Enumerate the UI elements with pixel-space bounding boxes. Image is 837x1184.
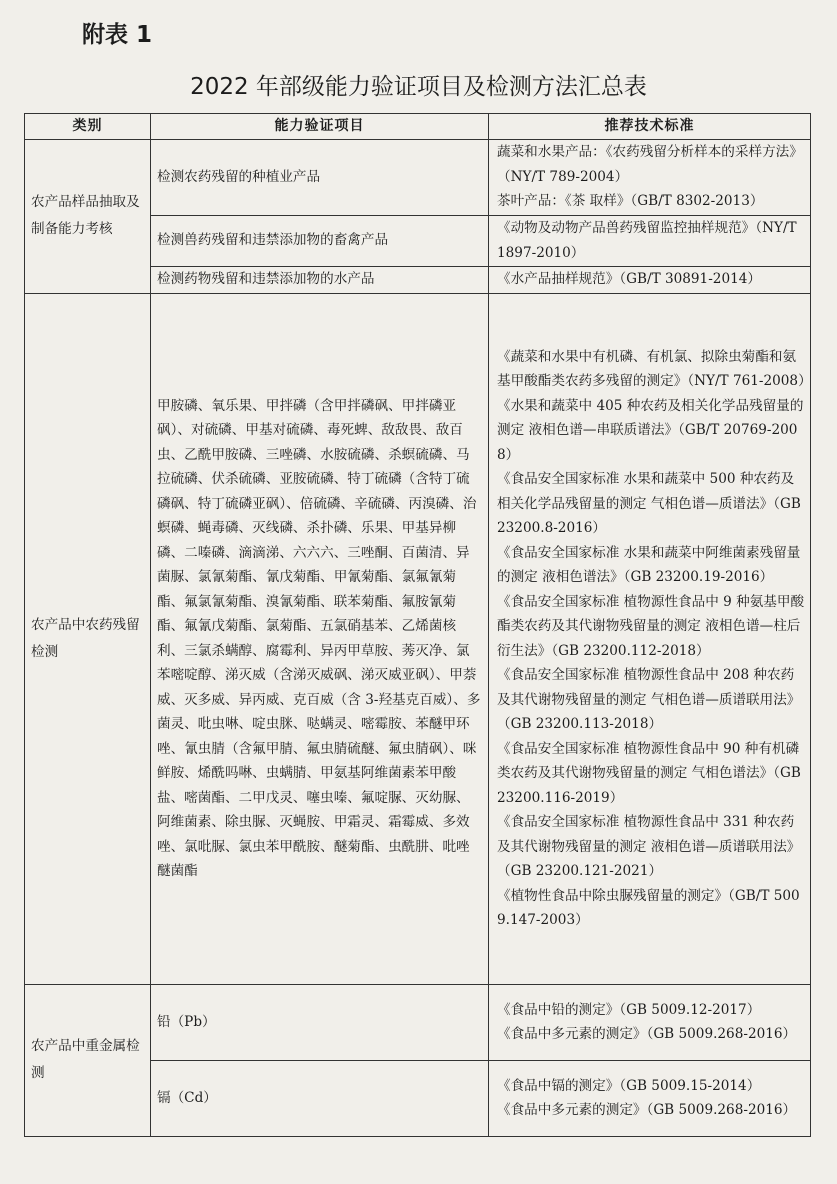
annex-label: 附表 1 bbox=[82, 22, 153, 48]
standard-cell bbox=[489, 266, 811, 293]
table-row bbox=[25, 293, 811, 984]
standard-cell bbox=[489, 984, 811, 1060]
standard-text: 《食品安全国家标准 水果和蔬菜中阿维菌素残留量的测定 液相色谱法》（GB 23200.19-2016） bbox=[497, 544, 801, 585]
summary-table bbox=[24, 113, 811, 1137]
standard-text: 《动物及动物产品兽药残留监控抽样规范》（NY/T 1897-2010） bbox=[497, 220, 797, 261]
standard-cell bbox=[489, 1060, 811, 1136]
standard-text: 《水果和蔬菜中 405 种农药及相关化学品残留量的测定 液相色谱—串联质谱法》（GB/T 20769-2008） bbox=[497, 397, 804, 463]
standard-text: 《食品安全国家标准 植物源性食品中 208 种农药及其代谢物残留量的测定 气相色谱—质谱联用法》（GB 23200.113-2018） bbox=[497, 667, 801, 732]
standard-text: 《植物性食品中除虫脲残留量的测定》（GB/T 5009.147-2003） bbox=[497, 887, 800, 928]
category-cell: 农产品样品抽取及制备能力考核 bbox=[25, 139, 151, 293]
standard-text: 《蔬菜和水果中有机磷、有机氯、拟除虫菊酯和氨基甲酸酯类农药多残留的测定》（NY/T 761-2008） bbox=[497, 348, 812, 389]
standard-text: 《食品中铅的测定》（GB 5009.12-2017） bbox=[497, 1001, 761, 1018]
standard-cell bbox=[489, 293, 811, 984]
standard-text: 蔬菜和水果产品：《农药残留分析样本的采样方法》（NY/T 789-2004） bbox=[497, 144, 803, 185]
standard-cell bbox=[489, 215, 811, 266]
standard-text: 《食品安全国家标准 植物源性食品中 331 种农药及其代谢物残留量的测定 液相色谱—质谱联用法》（GB 23200.121-2021） bbox=[497, 814, 801, 879]
item-cell: 检测药物残留和违禁添加物的水产品 bbox=[151, 266, 489, 293]
standard-text: 《食品安全国家标准 植物源性食品中 9 种氨基甲酸酯类农药及其代谢物残留量的测定 液相色谱—柱后衍生法》（GB 23200.112-2018） bbox=[497, 593, 805, 659]
item-cell: 铅（Pb） bbox=[151, 984, 489, 1060]
page-title: 2022 年部级能力验证项目及检测方法汇总表 bbox=[190, 74, 647, 100]
table-row bbox=[25, 984, 811, 1060]
standard-text: 《食品安全国家标准 水果和蔬菜中 500 种农药及相关化学品残留量的测定 气相色谱—质谱法》（GB 23200.8-2016） bbox=[497, 471, 801, 536]
standard-text: 茶叶产品：《茶 取样》（GB/T 8302-2013） bbox=[497, 193, 764, 210]
standard-text: 《水产品抽样规范》（GB/T 30891-2014） bbox=[497, 271, 761, 288]
standard-cell bbox=[489, 139, 811, 215]
standard-text: 《食品中镉的测定》（GB 5009.15-2014） bbox=[497, 1077, 761, 1094]
column-header-standard: 推荐技术标准 bbox=[489, 114, 811, 140]
table-header-row bbox=[25, 114, 811, 140]
item-cell: 镉（Cd） bbox=[151, 1060, 489, 1136]
table-row bbox=[25, 139, 811, 215]
standard-text: 《食品中多元素的测定》（GB 5009.268-2016） bbox=[497, 1026, 797, 1042]
item-cell: 甲胺磷、氧乐果、甲拌磷（含甲拌磷砜、甲拌磷亚砜）、对硫磷、甲基对硫磷、毒死蜱、敌敌畏、敌百虫、乙酰甲胺磷、三唑磷、水胺硫磷、杀螟硫磷、马拉硫磷、伏杀硫磷、亚胺硫磷、特丁硫磷（含特丁硫磷砜、特丁硫磷亚砜）、倍硫磷、辛硫磷、丙溴磷、治螟磷、蝇毒磷、灭线磷、杀扑磷、乐果、甲基异柳磷、二嗪磷、滴滴涕、六六六、三唑酮、百菌清、异菌脲、氯氰菊酯、氰戊菊酯、甲氰菊酯、氯氟氰菊酯、氟氯氰菊酯、溴氰菊酯、联苯菊酯、氟胺氰菊酯、氟氰戊菊酯、氯菊酯、五氯硝基苯、乙烯菌核利、三氯杀螨醇、腐霉利、异丙甲草胺、莠灭净、氯苯嘧啶醇、涕灭威（含涕灭威砜、涕灭威亚砜）、甲萘威、灭多威、异丙威、克百威（含 3-羟基克百威）、多菌灵、吡虫啉、啶虫脒、哒螨灵、嘧霉胺、苯醚甲环唑、氰虫腈（含氟甲腈、氟虫腈硫醚、氟虫腈砜）、咪鲜胺、烯酰吗啉、虫螨腈、甲氨基阿维菌素苯甲酸盐、嘧菌酯、二甲戊灵、噻虫嗪、氟啶脲、灭幼脲、阿维菌素、除虫脲、灭蝇胺、甲霜灵、霜霉威、多效唑、氯吡脲、氯虫苯甲酰胺、醚菊酯、虫酰肼、吡唑醚菌酯 bbox=[151, 293, 489, 984]
category-cell: 农产品中重金属检测 bbox=[25, 984, 151, 1136]
column-header-category: 类别 bbox=[25, 114, 151, 140]
standard-text: 《食品安全国家标准 植物源性食品中 90 种有机磷类农药及其代谢物残留量的测定 气相色谱法》（GB 23200.116-2019） bbox=[497, 740, 801, 806]
standard-text: 《食品中多元素的测定》（GB 5009.268-2016） bbox=[497, 1102, 797, 1118]
item-cell: 检测兽药残留和违禁添加物的畜禽产品 bbox=[151, 215, 489, 266]
category-cell: 农产品中农药残留检测 bbox=[25, 293, 151, 984]
item-cell: 检测农药残留的种植业产品 bbox=[151, 139, 489, 215]
column-header-item: 能力验证项目 bbox=[151, 114, 489, 140]
